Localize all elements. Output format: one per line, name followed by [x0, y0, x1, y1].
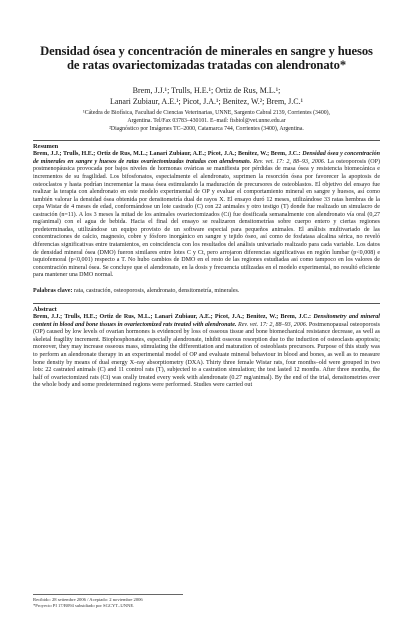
received-dates: Recibido: 28 setiembre 2006 / Aceptado: 2 noviembre 2006 — [33, 597, 143, 602]
abstract-citation — [33, 314, 380, 389]
resumen-text: La osteoporosis (OP) postmenopáusica provocada por bajos niveles de hormonas ováricas se manifiesta por pérdidas de masa ósea y resistencia biomecánica e incrementos de su fragilidad. Los bifosfonatos, especialmente el alendronato, suprimen la resorción ósea por favorecer la apoptosis de osteoclastos y hasta podrían incrementar la masa ósea estimulando la maduración de precursores de osteoblastos. El objetivo del ensayo fue realizar la terapia con alendronato en este modelo experimental de OP y evaluar el comportamiento mineral en sangre y huesos, así como también valorar la densidad ósea obtenida por densitometría dual de rayos X. El ensayo duró 12 meses, utilizándose 33 ratas hembras de la cepa Wistar de 4 meses de edad, conformándose un lote castrado (C) con 22 animales y otro testigo (T) donde fue realizado un simulacro de castración (n=11). A los 3 meses la mitad de los animales ovariectomizados (Ci) fue dosificada semanalmente con alendronato vía oral (0,27 mg/animal) con el agua de bebida. Hacia el final del ensayo se realizaron densitometrías sobre cuerpo entero y ciertas regiones predeterminadas, utilizándose un equipo provisto de un software especial para pequeños animales. El análisis multivariado de las concentraciones de calcio, magnesio, cobre y fósforo inorgánico en sangre y tejido óseo, así como de fosfatasa alcalina sérica, no reveló diferencias significativas entre tratamientos, en coincidencia con los resultados del análisis univariado realizado para cada variable. Los datos de densidad mineral ósea (DMO) fueron similares entre lotes C y Ct, pero arrojaron diferencias significativas en región lumbar (p<0,008) e isquiofemoral (p<0,001) respecto a T. No hubo cambios de DMO en el resto de las regiones estudiadas así como tampoco en los valores de concentración mineral ósea. Se concluye que el alendronato, en la dosis y frecuencia utilizadas en el modelo experimental, no resultó eficiente para mantener una DMO normal. — [33, 158, 380, 279]
abstract-citation-authors: Brem, J.J.; Trulls, H.E.; Ortiz de Rus, M.L.; Lanari Zubiaur, A.E.; Picot, J.A.; Benitez, W.; Brem, J.C.: — [33, 314, 312, 321]
resumen-citation-authors: Brem, J.J.; Trulls, H.E.; Ortiz de Rus, M.L.; Lanari Zubiaur, A.E.; Picot, J.A.; Benitez, W.; Brem, J.C.: — [33, 151, 301, 158]
authors-line-1: Brem, J.J.¹; Trulls, H.E.¹; Ortiz de Rus, M.L.¹; — [132, 86, 281, 95]
keywords-text: rata, castración, osteoporosis, alendronato, densitometría, minerales. — [73, 287, 240, 294]
affiliation-1a: ¹Cátedra de Biofísica, Facultad de Ciencias Veterinarias, UNNE, Sargento Cabral 2139, Corrientes (3400), — [82, 110, 331, 116]
keywords-label: Palabras clave: — [33, 287, 73, 294]
authors-line-2: Lanari Zubiaur, A.E.¹; Picot, J.A.¹; Benitez, W.²; Brem, J.C.¹ — [109, 97, 304, 106]
abstract-citation-source: Rev. vet. 17: 2, 88–93, 2006. — [238, 321, 308, 328]
article-title: Densidad ósea y concentración de minerales en sangre y huesos de ratas ovariectomizadas tratadas con alendronato* — [40, 44, 373, 72]
resumen-citation — [33, 151, 380, 279]
abstract-text: Postmenopausal osteoporosis (OP) caused by low levels of ovarian hormones is evidenced by loss of osseous tissue and bone biomechanical resistance decrease, as well as skeletal fragility increment. Biophosphonates, especially alendronate, inhibit osseous resorption due to the induction of osteoclasts apoptosis; moreover, they may increase osseous mass, stimulating the differentiation and maturation of osteoblasts precursors. Purpose of this study was to perform an alendronate therapy in an experimental model of OP and evaluate mineral behaviour in blood and bones, as well as to measure bone density by means of dual energy X–ray absorptiometry (DXA). Thirty three female Wistar rats, four months–old were grouped in two lots: 22 castrated animals (C) and 11 control rats (T), subjected to a castration simulation; the test lasted 12 months. After three months, the half of ovariectomized rats (Ct) was orally treated every week with alendronate (0.27 mg/animal). By the end of the trial, densitometries over the whole body and some predetermined regions were performed. Studies were carried out — [33, 321, 380, 389]
divider-top — [33, 140, 380, 141]
resumen-heading: Resumen — [33, 143, 59, 151]
affiliation-2: ²Diagnóstico por Imágenes TC–2000, Catamarca 744, Corrientes (3400), Argentina. — [109, 125, 304, 132]
abstract-citation-title: Densitometry and mineral content in blood and bone tissues in ovariectomized rats treated with alendronate. — [33, 314, 380, 328]
project-note: *Proyecto PI 17/B094 subsidiado por SGCYT–UNNE. — [33, 603, 135, 608]
author-list — [33, 85, 380, 107]
resumen-citation-title: Densidad ósea y concentración de minerales en sangre y huesos de ratas ovariectomizadas tratadas con alendronato. — [33, 151, 381, 165]
footer-divider — [33, 594, 183, 595]
keywords — [33, 288, 380, 296]
affiliation-1b: Argentina. Tel/Fax 03783–430101. E–mail: fisbiol@vet.unne.edu.ar — [127, 117, 286, 124]
abstract-heading: Abstract — [33, 306, 57, 314]
page-footer — [33, 594, 380, 609]
paper-page — [0, 44, 408, 644]
resumen-citation-source: Rev. vet. 17: 2, 88–93, 2006. — [253, 158, 326, 165]
divider-middle — [33, 303, 380, 304]
affiliations — [33, 110, 380, 133]
